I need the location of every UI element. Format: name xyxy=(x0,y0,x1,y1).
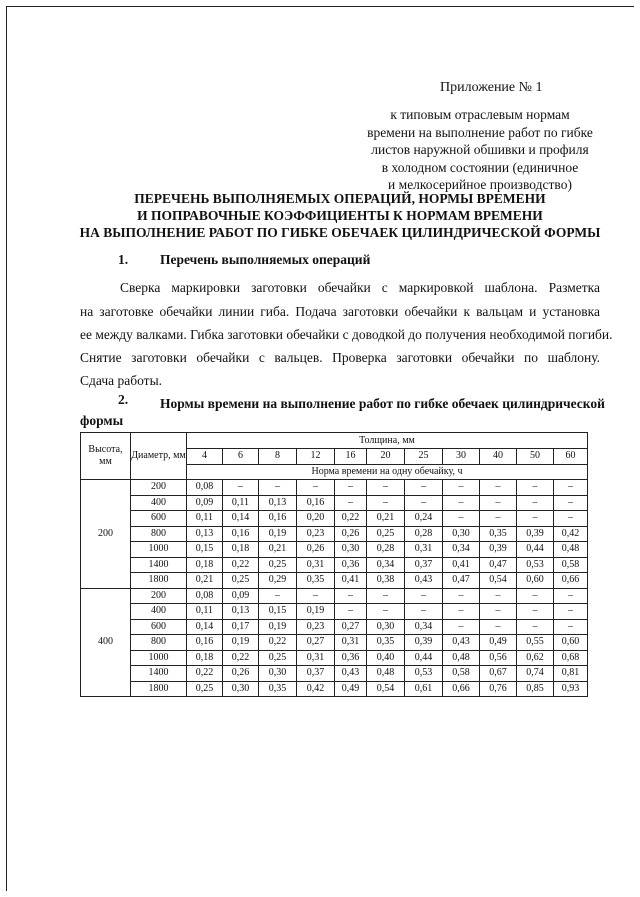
norm-value-cell: – xyxy=(335,480,367,496)
norm-value-cell: 0,13 xyxy=(259,495,297,511)
norm-value-cell: 0,15 xyxy=(187,542,223,558)
norm-value-cell: – xyxy=(443,604,480,620)
norm-value-cell: 0,14 xyxy=(223,511,259,527)
norm-value-cell: 0,93 xyxy=(554,681,588,697)
table-row xyxy=(81,480,588,496)
norm-value-cell: 0,53 xyxy=(405,666,443,682)
norm-value-cell: – xyxy=(367,495,405,511)
norm-value-cell: 0,68 xyxy=(554,650,588,666)
norm-value-cell: 0,26 xyxy=(335,526,367,542)
norm-value-cell: 0,41 xyxy=(335,573,367,589)
thickness-value: 12 xyxy=(297,449,335,465)
norm-value-cell: 0,19 xyxy=(223,635,259,651)
norm-value-cell: 0,36 xyxy=(335,650,367,666)
norm-value-cell: – xyxy=(554,588,588,604)
section-1-line: Сверка маркировки заготовки обечайки с маркировкой шаблона. Разметка xyxy=(120,280,600,295)
thickness-value: 30 xyxy=(443,449,480,465)
norm-value-cell: 0,19 xyxy=(259,619,297,635)
norm-value-cell: – xyxy=(517,588,554,604)
norm-value-cell: 0,22 xyxy=(259,635,297,651)
norm-value-cell: 0,13 xyxy=(187,526,223,542)
norm-value-cell: 0,15 xyxy=(259,604,297,620)
norm-value-cell: 0,28 xyxy=(367,542,405,558)
thickness-value: 50 xyxy=(517,449,554,465)
norm-value-cell: – xyxy=(259,480,297,496)
appendix-subtitle-line: к типовым отраслевым нормам xyxy=(390,107,570,122)
norm-value-cell: 0,39 xyxy=(405,635,443,651)
section-1-title: Перечень выполняемых операций xyxy=(160,252,371,267)
thickness-value: 6 xyxy=(223,449,259,465)
main-heading-line: НА ВЫПОЛНЕНИЕ РАБОТ ПО ГИБКЕ ОБЕЧАЕК ЦИЛИНДРИЧЕСКОЙ ФОРМЫ xyxy=(79,225,601,240)
norm-value-cell: 0,31 xyxy=(335,635,367,651)
norm-value-cell: – xyxy=(297,588,335,604)
norm-value-cell: – xyxy=(480,588,517,604)
norm-value-cell: 0,47 xyxy=(480,557,517,573)
col-diameter-header: Диаметр, мм xyxy=(131,433,187,480)
norm-value-cell: 0,08 xyxy=(187,480,223,496)
norm-value-cell: 0,31 xyxy=(297,557,335,573)
norm-value-cell: 0,39 xyxy=(517,526,554,542)
norm-value-cell: 0,16 xyxy=(297,495,335,511)
norm-value-cell: 0,44 xyxy=(517,542,554,558)
norm-value-cell: 0,29 xyxy=(259,573,297,589)
norm-value-cell: – xyxy=(223,480,259,496)
norm-value-cell: 0,35 xyxy=(259,681,297,697)
norm-value-cell: 0,22 xyxy=(335,511,367,527)
norm-value-cell: 0,23 xyxy=(297,526,335,542)
norm-value-cell: 0,81 xyxy=(554,666,588,682)
thickness-value: 4 xyxy=(187,449,223,465)
thickness-value: 25 xyxy=(405,449,443,465)
table-row xyxy=(81,681,588,697)
diameter-cell: 400 xyxy=(131,604,187,620)
norm-value-cell: 0,56 xyxy=(480,650,517,666)
norm-value-cell: 0,31 xyxy=(297,650,335,666)
norm-value-cell: 0,34 xyxy=(443,542,480,558)
norm-value-cell: – xyxy=(259,588,297,604)
norm-value-cell: 0,47 xyxy=(443,573,480,589)
section-2-title-cont: формы xyxy=(80,413,124,428)
norm-value-cell: 0,28 xyxy=(405,526,443,542)
section-1-line: ее между валками. Гибка заготовки обечайки с доводкой до получения необходимой погиби. xyxy=(80,327,613,342)
diameter-cell: 1400 xyxy=(131,666,187,682)
norm-value-cell: – xyxy=(297,480,335,496)
table-row xyxy=(81,573,588,589)
norm-value-cell: 0,11 xyxy=(187,511,223,527)
norm-value-cell: 0,35 xyxy=(297,573,335,589)
thickness-header: Толщина, мм xyxy=(187,433,588,449)
norm-value-cell: 0,61 xyxy=(405,681,443,697)
norm-value-cell: 0,26 xyxy=(297,542,335,558)
norm-value-cell: 0,25 xyxy=(259,650,297,666)
thickness-value: 8 xyxy=(259,449,297,465)
norm-value-cell: – xyxy=(443,619,480,635)
norm-value-cell: 0,16 xyxy=(187,635,223,651)
norm-value-cell: – xyxy=(554,619,588,635)
norm-value-cell: 0,16 xyxy=(223,526,259,542)
thickness-value: 20 xyxy=(367,449,405,465)
norm-value-cell: 0,44 xyxy=(405,650,443,666)
table-row xyxy=(81,557,588,573)
norm-value-cell: – xyxy=(554,604,588,620)
norm-value-cell: – xyxy=(443,511,480,527)
norm-value-cell: 0,40 xyxy=(367,650,405,666)
norm-value-cell: 0,74 xyxy=(517,666,554,682)
norm-value-cell: 0,30 xyxy=(223,681,259,697)
norm-value-cell: 0,35 xyxy=(480,526,517,542)
appendix-subtitle-line: в холодном состоянии (единичное xyxy=(381,159,579,175)
table-row xyxy=(81,542,588,558)
norm-value-cell: 0,22 xyxy=(223,650,259,666)
norm-value-cell: 0,49 xyxy=(335,681,367,697)
norm-value-cell: – xyxy=(405,588,443,604)
norm-value-cell: 0,21 xyxy=(187,573,223,589)
norm-value-cell: 0,26 xyxy=(223,666,259,682)
norm-value-cell: – xyxy=(480,495,517,511)
norm-value-cell: 0,14 xyxy=(187,619,223,635)
norm-value-cell: – xyxy=(335,495,367,511)
norm-value-cell: – xyxy=(517,619,554,635)
norm-value-cell: 0,62 xyxy=(517,650,554,666)
norm-value-cell: 0,30 xyxy=(443,526,480,542)
norm-value-cell: 0,25 xyxy=(187,681,223,697)
norm-value-cell: 0,20 xyxy=(297,511,335,527)
height-cell: 200 xyxy=(81,480,131,589)
norms-table-wrap xyxy=(80,432,587,697)
norm-value-cell: 0,43 xyxy=(443,635,480,651)
table-row xyxy=(81,619,588,635)
table-row xyxy=(81,511,588,527)
thickness-value: 40 xyxy=(480,449,517,465)
norm-header: Норма времени на одну обечайку, ч xyxy=(187,464,588,480)
norm-value-cell: 0,43 xyxy=(405,573,443,589)
thickness-value: 60 xyxy=(554,449,588,465)
norm-value-cell: 0,09 xyxy=(187,495,223,511)
norm-value-cell: – xyxy=(517,604,554,620)
table-row xyxy=(81,650,588,666)
norm-value-cell: 0,18 xyxy=(223,542,259,558)
norm-value-cell: 0,23 xyxy=(297,619,335,635)
norm-value-cell: 0,39 xyxy=(480,542,517,558)
norm-value-cell: – xyxy=(517,495,554,511)
appendix-subtitle-line: и мелкосерийное производство) xyxy=(388,177,572,192)
norm-value-cell: 0,09 xyxy=(223,588,259,604)
section-2-number: 2. xyxy=(118,392,129,407)
table-row xyxy=(81,635,588,651)
diameter-cell: 400 xyxy=(131,495,187,511)
norm-value-cell: – xyxy=(443,495,480,511)
appendix-subtitle xyxy=(340,106,620,194)
norm-value-cell: 0,18 xyxy=(187,557,223,573)
norm-value-cell: 0,42 xyxy=(554,526,588,542)
norm-value-cell: – xyxy=(517,511,554,527)
norm-value-cell: – xyxy=(405,604,443,620)
norm-value-cell: 0,48 xyxy=(554,542,588,558)
main-heading-line: И ПОПРАВОЧНЫЕ КОЭФФИЦИЕНТЫ К НОРМАМ ВРЕМЕНИ xyxy=(137,208,543,223)
section-1-number: 1. xyxy=(118,252,129,267)
norm-value-cell: 0,41 xyxy=(443,557,480,573)
table-row xyxy=(81,666,588,682)
diameter-cell: 1800 xyxy=(131,681,187,697)
diameter-cell: 200 xyxy=(131,588,187,604)
norm-value-cell: 0,19 xyxy=(259,526,297,542)
diameter-cell: 1800 xyxy=(131,573,187,589)
norm-value-cell: 0,27 xyxy=(297,635,335,651)
norm-value-cell: 0,25 xyxy=(367,526,405,542)
norm-value-cell: – xyxy=(480,511,517,527)
appendix-title: Приложение № 1 xyxy=(440,80,543,95)
diameter-cell: 600 xyxy=(131,619,187,635)
norm-value-cell: 0,13 xyxy=(223,604,259,620)
norm-value-cell: 0,48 xyxy=(367,666,405,682)
norm-value-cell: 0,30 xyxy=(335,542,367,558)
appendix-subtitle-line: листов наружной обшивки и профиля xyxy=(371,142,589,157)
norm-value-cell: 0,85 xyxy=(517,681,554,697)
norm-value-cell: – xyxy=(480,619,517,635)
norm-value-cell: – xyxy=(405,480,443,496)
norm-value-cell: – xyxy=(554,511,588,527)
norm-value-cell: 0,30 xyxy=(259,666,297,682)
norm-value-cell: 0,08 xyxy=(187,588,223,604)
norm-value-cell: 0,66 xyxy=(443,681,480,697)
norm-value-cell: 0,42 xyxy=(297,681,335,697)
diameter-cell: 1000 xyxy=(131,542,187,558)
norm-value-cell: 0,49 xyxy=(480,635,517,651)
norm-value-cell: 0,60 xyxy=(554,635,588,651)
norm-value-cell: 0,38 xyxy=(367,573,405,589)
norm-value-cell: 0,60 xyxy=(517,573,554,589)
diameter-cell: 600 xyxy=(131,511,187,527)
norm-value-cell: 0,30 xyxy=(367,619,405,635)
norm-value-cell: 0,76 xyxy=(480,681,517,697)
norm-value-cell: 0,22 xyxy=(187,666,223,682)
norm-value-cell: – xyxy=(405,495,443,511)
diameter-cell: 1000 xyxy=(131,650,187,666)
main-heading-line: ПЕРЕЧЕНЬ ВЫПОЛНЯЕМЫХ ОПЕРАЦИЙ, НОРМЫ ВРЕМЕНИ xyxy=(134,191,546,206)
norm-value-cell: 0,16 xyxy=(259,511,297,527)
col-height-header: Высота, мм xyxy=(81,433,131,480)
norm-value-cell: 0,37 xyxy=(297,666,335,682)
norm-value-cell: 0,58 xyxy=(554,557,588,573)
table-row xyxy=(81,604,588,620)
norm-value-cell: 0,11 xyxy=(223,495,259,511)
norm-value-cell: – xyxy=(480,604,517,620)
norm-value-cell: 0,37 xyxy=(405,557,443,573)
norm-value-cell: 0,53 xyxy=(517,557,554,573)
norm-value-cell: 0,21 xyxy=(259,542,297,558)
norm-value-cell: – xyxy=(443,588,480,604)
section-2-title: Нормы времени на выполнение работ по гибке обечаек цилиндрической xyxy=(160,396,605,411)
diameter-cell: 1400 xyxy=(131,557,187,573)
norm-value-cell: 0,27 xyxy=(335,619,367,635)
norm-value-cell: – xyxy=(367,588,405,604)
norm-value-cell: – xyxy=(443,480,480,496)
norm-value-cell: – xyxy=(480,480,517,496)
height-cell: 400 xyxy=(81,588,131,697)
norm-value-cell: 0,34 xyxy=(405,619,443,635)
norm-value-cell: 0,18 xyxy=(187,650,223,666)
norm-value-cell: 0,58 xyxy=(443,666,480,682)
norm-value-cell: 0,19 xyxy=(297,604,335,620)
norm-value-cell: 0,54 xyxy=(480,573,517,589)
norm-value-cell: – xyxy=(554,495,588,511)
norm-value-cell: 0,48 xyxy=(443,650,480,666)
diameter-cell: 200 xyxy=(131,480,187,496)
norm-value-cell: 0,17 xyxy=(223,619,259,635)
norm-value-cell: – xyxy=(367,604,405,620)
norm-value-cell: 0,34 xyxy=(367,557,405,573)
thickness-value: 16 xyxy=(335,449,367,465)
norm-value-cell: 0,25 xyxy=(223,573,259,589)
section-1-line: на заготовке обечайки линии гиба. Подача заготовки обечайки к вальцам и установка xyxy=(80,304,600,319)
norm-value-cell: 0,22 xyxy=(223,557,259,573)
norm-value-cell: – xyxy=(517,480,554,496)
norm-value-cell: 0,55 xyxy=(517,635,554,651)
section-1-line: Сдача работы. xyxy=(80,373,163,388)
norm-value-cell: 0,66 xyxy=(554,573,588,589)
norms-table xyxy=(80,432,588,697)
norm-value-cell: 0,11 xyxy=(187,604,223,620)
table-row xyxy=(81,588,588,604)
appendix-subtitle-line: времени на выполнение работ по гибке xyxy=(367,124,593,140)
norm-value-cell: 0,36 xyxy=(335,557,367,573)
norms-table-body xyxy=(81,480,588,697)
diameter-cell: 800 xyxy=(131,526,187,542)
norm-value-cell: – xyxy=(335,588,367,604)
table-row xyxy=(81,526,588,542)
norm-value-cell: 0,43 xyxy=(335,666,367,682)
norm-value-cell: 0,54 xyxy=(367,681,405,697)
norm-value-cell: 0,31 xyxy=(405,542,443,558)
diameter-cell: 800 xyxy=(131,635,187,651)
norm-value-cell: 0,25 xyxy=(259,557,297,573)
norm-value-cell: – xyxy=(554,480,588,496)
norm-value-cell: 0,67 xyxy=(480,666,517,682)
norm-value-cell: – xyxy=(367,480,405,496)
table-row xyxy=(81,495,588,511)
norm-value-cell: 0,21 xyxy=(367,511,405,527)
norm-value-cell: – xyxy=(335,604,367,620)
norm-value-cell: 0,24 xyxy=(405,511,443,527)
norm-value-cell: 0,35 xyxy=(367,635,405,651)
main-heading xyxy=(60,190,620,241)
section-1-line: Снятие заготовки обечайки с вальцев. Проверка заготовки обечайки по шаблону. xyxy=(80,350,600,365)
